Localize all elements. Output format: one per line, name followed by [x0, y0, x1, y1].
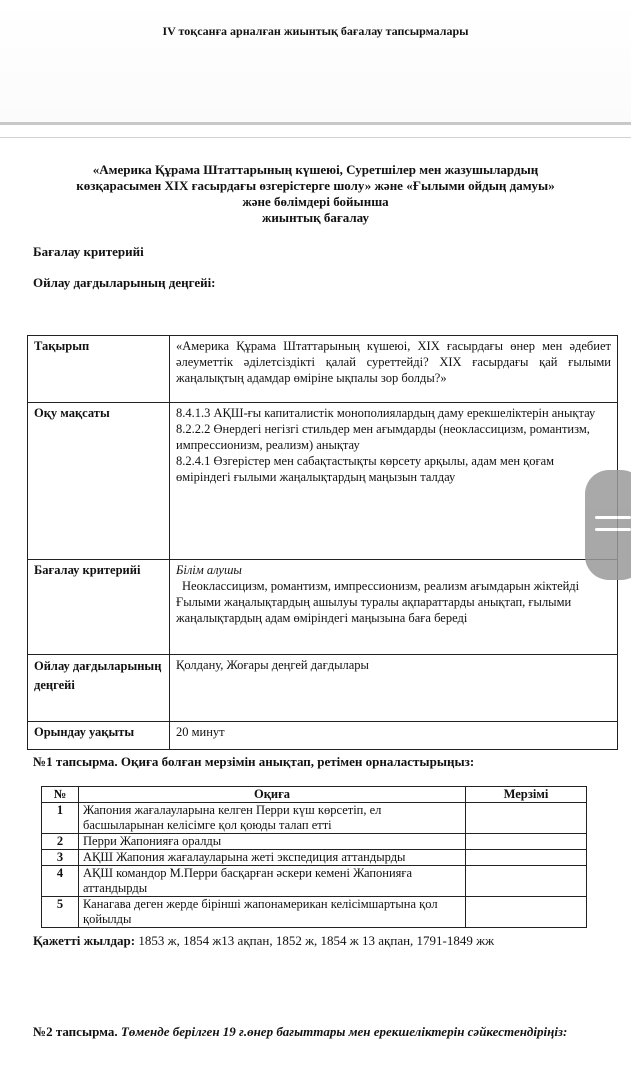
time-value: 20 минут	[170, 722, 618, 750]
row-date[interactable]	[466, 866, 587, 897]
row-event: Перри Жапонияға оралды	[79, 834, 466, 850]
row-number: 3	[42, 850, 79, 866]
row-number: 1	[42, 803, 79, 834]
task2-label: №2 тапсырма.	[33, 1024, 118, 1039]
criteria-item: Неоклассицизм, романтизм, импрессионизм, реализм ағымдарын жіктейді	[182, 579, 580, 593]
criteria-label: Бағалау критерийі	[33, 244, 144, 259]
table-row	[42, 897, 587, 928]
row-number: 5	[42, 897, 79, 928]
column-header-event: Оқиға	[79, 787, 466, 803]
criteria-key: Бағалау критерийі	[28, 560, 170, 655]
menu-icon	[595, 516, 631, 519]
row-date[interactable]	[466, 897, 587, 928]
table-row	[28, 336, 618, 403]
table-row	[42, 834, 587, 850]
task2-text: Төменде берілген 19 ғ.өнер бағыттары мен ерекшеліктерін сәйкестендіріңіз:	[120, 1024, 568, 1039]
goal-key: Оқу мақсаты	[28, 403, 170, 560]
document-title-line: «Америка Құрама Штаттарының күшеюі, Суретшілер мен жазушылардың	[92, 162, 539, 177]
criteria-value	[170, 560, 618, 655]
task1-title: №1 тапсырма. Оқиға болған мерзімін анықтап, ретімен орналастырыңыз:	[33, 754, 475, 769]
column-header-date: Мерзімі	[466, 787, 587, 803]
document-title-line: көзқарасымен XIX ғасырдағы өзгерістерге шолу» және «Ғылыми ойдың дамуы»	[76, 178, 555, 193]
document-title-line: және бөлімдері бойынша	[242, 194, 389, 209]
row-number: 4	[42, 866, 79, 897]
row-event: АҚШ командор М.Перри басқарған әскери кемені Жапонияға аттандырды	[79, 866, 466, 897]
table-row	[42, 850, 587, 866]
row-date[interactable]	[466, 834, 587, 850]
goal-item: 8.2.4.1 Өзгерістер мен сабақтастықты көрсету арқылы, адам мен қоғам өміріндегі ғылыми жаңалықтардың маңызын талдау	[176, 454, 555, 484]
row-number: 2	[42, 834, 79, 850]
column-header-number: №	[42, 787, 79, 803]
header-divider-thin	[0, 137, 631, 138]
goal-item: 8.4.1.3 АҚШ-ғы капиталистік монополиялардың даму ерекшеліктерін анықтау	[176, 406, 596, 420]
header-divider	[0, 122, 631, 125]
topic-value: «Америка Құрама Штаттарының күшеюі, XIX ғасырдағы өнер мен әдебиет әлеуметтік әділетсіздікті қалай суреттейді? XIX ғасырдағы қай ғылыми жаңалықтың адамдар өміріне ықпалы зор болды?»	[170, 336, 618, 403]
required-years	[33, 933, 494, 949]
table-header-row	[42, 787, 587, 803]
thinking-level-label: Ойлау дағдыларының деңгейі:	[33, 275, 216, 290]
thinking-key: Ойлау дағдыларының деңгейі	[28, 655, 170, 722]
header-title: IV тоқсанға арналған жиынтық бағалау тапсырмалары	[162, 24, 469, 38]
document-title	[20, 162, 611, 226]
table-row	[28, 655, 618, 722]
years-label: Қажетті жылдар:	[33, 933, 136, 948]
row-event: Канагава деген жерде бірінші жапонамерикан келісімшартына қол қойылды	[79, 897, 466, 928]
criteria-item: Ғылыми жаңалықтардың ашылуы туралы ақпараттарды анықтап, ғылыми жаңалықтардың адам өміріндегі маңызына баға береді	[176, 595, 572, 625]
task2-title	[33, 1022, 593, 1041]
document-title-line: жиынтық бағалау	[262, 210, 369, 225]
menu-icon	[595, 528, 631, 531]
table-row	[42, 866, 587, 897]
table-row	[42, 803, 587, 834]
row-date[interactable]	[466, 803, 587, 834]
row-event: АҚШ Жапония жағалауларына жеті экспедиция аттандырды	[79, 850, 466, 866]
criteria-intro: Білім алушы	[176, 563, 242, 577]
thinking-value: Қолдану, Жоғары деңгей дағдылары	[170, 655, 618, 722]
info-table	[27, 335, 618, 750]
time-key: Орындау уақыты	[28, 722, 170, 750]
row-event: Жапония жағалауларына келген Перри күш көрсетіп, ел басшыларынан келісімге қол қоюды талап етті	[79, 803, 466, 834]
topic-key: Тақырып	[28, 336, 170, 403]
row-date[interactable]	[466, 850, 587, 866]
table-row	[28, 403, 618, 560]
goal-value	[170, 403, 618, 560]
page-header	[0, 0, 631, 122]
table-row	[28, 560, 618, 655]
goal-item: 8.2.2.2 Өнердегі негізгі стильдер мен ағымдарды (неоклассицизм, романтизм, импрессионизм, реализм) анықтау	[176, 422, 590, 452]
events-table	[41, 786, 587, 928]
years-value: 1853 ж, 1854 ж13 ақпан, 1852 ж, 1854 ж 13 ақпан, 1791-1849 жж	[138, 933, 495, 948]
side-menu-handle[interactable]	[585, 470, 631, 580]
table-row	[28, 722, 618, 750]
